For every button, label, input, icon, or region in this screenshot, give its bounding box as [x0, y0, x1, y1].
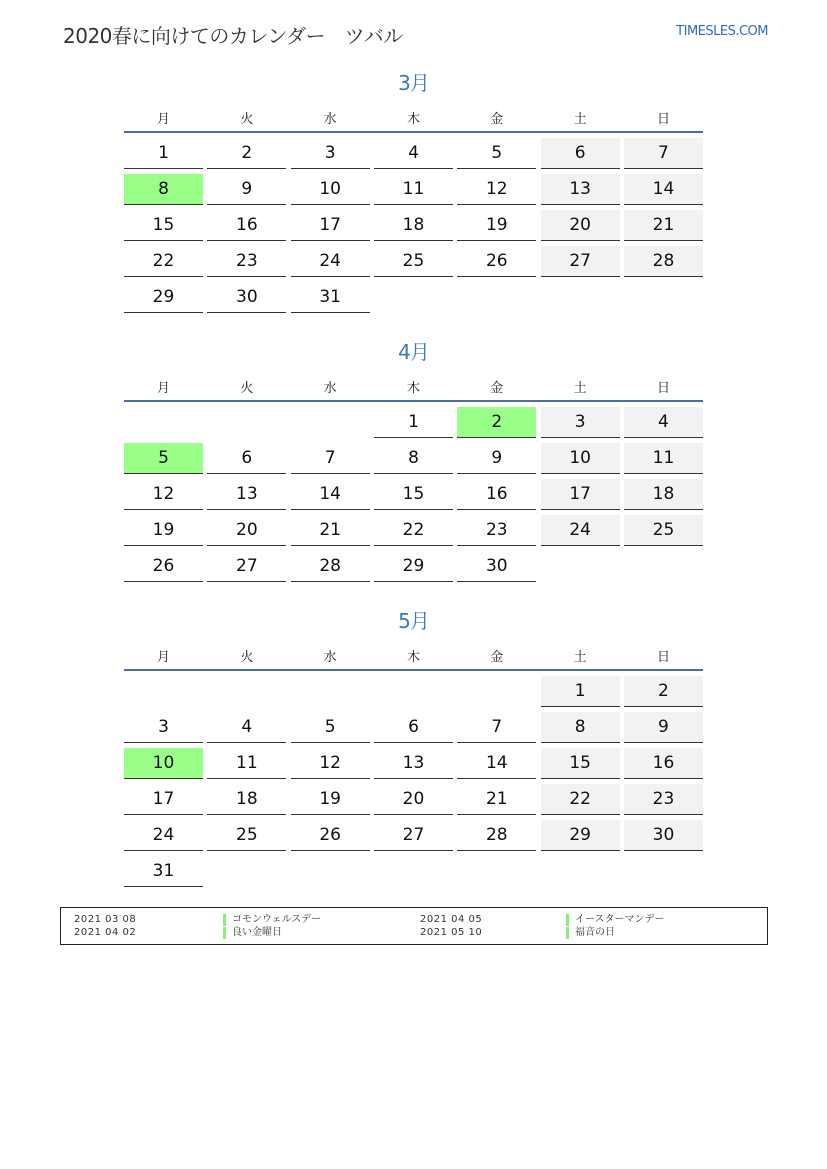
week-row [124, 210, 703, 246]
weekday-label: 土 [573, 649, 587, 665]
empty-day-cell [124, 407, 203, 438]
weekend-day-cell: 9 [624, 712, 703, 743]
weekend-day-cell: 7 [624, 138, 703, 169]
day-cell: 22 [374, 515, 453, 546]
day-cell: 23 [207, 246, 286, 277]
day-cell: 12 [457, 174, 536, 205]
week-row [124, 820, 703, 856]
weekend-day-cell: 23 [624, 784, 703, 815]
weekday-label: 金 [490, 649, 504, 665]
legend-holiday-name: イースターマンデー [566, 914, 665, 926]
day-cell: 24 [124, 820, 203, 851]
month-april [124, 337, 703, 587]
week-row [124, 856, 703, 892]
page-title: 2020春に向けてのカレンダー ツバル [63, 24, 403, 48]
calendar-grid [124, 676, 703, 892]
weekend-day-cell: 27 [541, 246, 620, 277]
empty-day-cell [457, 676, 536, 707]
day-cell: 18 [374, 210, 453, 241]
week-row [124, 676, 703, 712]
weekend-day-cell: 4 [624, 407, 703, 438]
empty-day-cell [457, 856, 536, 887]
day-cell: 23 [457, 515, 536, 546]
weekday-label: 月 [156, 111, 170, 127]
week-row [124, 479, 703, 515]
day-cell: 18 [207, 784, 286, 815]
empty-day-cell [291, 676, 370, 707]
weekend-day-cell: 28 [624, 246, 703, 277]
day-cell: 31 [291, 282, 370, 313]
weekend-day-cell: 24 [541, 515, 620, 546]
week-row [124, 443, 703, 479]
legend-date: 2021 04 05 [420, 914, 483, 925]
weekday-label: 木 [406, 649, 420, 665]
empty-day-cell [207, 676, 286, 707]
weekend-day-cell: 13 [541, 174, 620, 205]
day-cell: 7 [291, 443, 370, 474]
weekend-day-cell: 16 [624, 748, 703, 779]
empty-day-cell [541, 856, 620, 887]
week-row [124, 515, 703, 551]
empty-day-cell [207, 407, 286, 438]
week-row [124, 712, 703, 748]
day-cell: 19 [291, 784, 370, 815]
weekend-day-cell: 3 [541, 407, 620, 438]
legend-date: 2021 05 10 [420, 927, 483, 938]
day-cell: 11 [207, 748, 286, 779]
weekday-label: 水 [323, 380, 337, 396]
empty-day-cell [374, 856, 453, 887]
week-row [124, 282, 703, 318]
holiday-legend [60, 907, 768, 945]
weekend-day-cell: 17 [541, 479, 620, 510]
day-cell: 13 [374, 748, 453, 779]
empty-day-cell [291, 407, 370, 438]
day-cell: 13 [207, 479, 286, 510]
day-cell: 3 [124, 712, 203, 743]
calendar-grid [124, 407, 703, 587]
holiday-day-cell: 2 [457, 407, 536, 438]
day-cell: 5 [457, 138, 536, 169]
empty-day-cell [291, 856, 370, 887]
weekend-day-cell: 20 [541, 210, 620, 241]
weekday-label: 金 [490, 111, 504, 127]
empty-day-cell [374, 676, 453, 707]
weekend-day-cell: 22 [541, 784, 620, 815]
day-cell: 20 [207, 515, 286, 546]
day-cell: 6 [207, 443, 286, 474]
day-cell: 9 [207, 174, 286, 205]
legend-holiday-name: コモンウェルスデー [223, 914, 321, 926]
day-cell: 12 [124, 479, 203, 510]
weekday-label: 水 [323, 111, 337, 127]
day-cell: 6 [374, 712, 453, 743]
day-cell: 26 [291, 820, 370, 851]
weekday-label: 土 [573, 111, 587, 127]
weekend-day-cell: 15 [541, 748, 620, 779]
empty-day-cell [374, 282, 453, 313]
day-cell: 24 [291, 246, 370, 277]
day-cell: 19 [457, 210, 536, 241]
day-cell: 15 [374, 479, 453, 510]
weekday-header [124, 641, 703, 671]
empty-day-cell [541, 551, 620, 582]
day-cell: 15 [124, 210, 203, 241]
holiday-day-cell: 8 [124, 174, 203, 205]
day-cell: 4 [207, 712, 286, 743]
week-row [124, 748, 703, 784]
day-cell: 12 [291, 748, 370, 779]
day-cell: 14 [291, 479, 370, 510]
day-cell: 25 [374, 246, 453, 277]
weekday-label: 木 [406, 380, 420, 396]
day-cell: 28 [457, 820, 536, 851]
empty-day-cell [624, 551, 703, 582]
holiday-day-cell: 10 [124, 748, 203, 779]
day-cell: 16 [457, 479, 536, 510]
week-row [124, 407, 703, 443]
day-cell: 30 [207, 282, 286, 313]
day-cell: 19 [124, 515, 203, 546]
day-cell: 11 [374, 174, 453, 205]
week-row [124, 138, 703, 174]
weekday-label: 火 [240, 380, 254, 396]
week-row [124, 246, 703, 282]
week-row [124, 784, 703, 820]
weekend-day-cell: 18 [624, 479, 703, 510]
weekday-label: 月 [156, 649, 170, 665]
day-cell: 27 [374, 820, 453, 851]
calendar-grid [124, 138, 703, 318]
day-cell: 22 [124, 246, 203, 277]
weekend-day-cell: 10 [541, 443, 620, 474]
day-cell: 1 [124, 138, 203, 169]
day-cell: 21 [457, 784, 536, 815]
weekend-day-cell: 8 [541, 712, 620, 743]
day-cell: 17 [291, 210, 370, 241]
empty-day-cell [541, 282, 620, 313]
day-cell: 16 [207, 210, 286, 241]
holiday-day-cell: 5 [124, 443, 203, 474]
weekend-day-cell: 2 [624, 676, 703, 707]
weekend-day-cell: 6 [541, 138, 620, 169]
empty-day-cell [124, 676, 203, 707]
day-cell: 20 [374, 784, 453, 815]
weekday-header [124, 372, 703, 402]
day-cell: 27 [207, 551, 286, 582]
legend-holiday-name: 福音の日 [566, 927, 615, 939]
month-march [124, 68, 703, 318]
weekend-day-cell: 11 [624, 443, 703, 474]
day-cell: 31 [124, 856, 203, 887]
empty-day-cell [624, 856, 703, 887]
day-cell: 28 [291, 551, 370, 582]
month-may [124, 606, 703, 892]
weekday-label: 金 [490, 380, 504, 396]
day-cell: 2 [207, 138, 286, 169]
weekend-day-cell: 14 [624, 174, 703, 205]
day-cell: 29 [374, 551, 453, 582]
weekday-label: 火 [240, 649, 254, 665]
month-title: 4月 [398, 340, 429, 364]
day-cell: 5 [291, 712, 370, 743]
day-cell: 26 [124, 551, 203, 582]
weekend-day-cell: 1 [541, 676, 620, 707]
weekend-day-cell: 25 [624, 515, 703, 546]
month-title: 5月 [398, 609, 429, 633]
day-cell: 8 [374, 443, 453, 474]
weekend-day-cell: 30 [624, 820, 703, 851]
legend-date: 2021 03 08 [74, 914, 137, 925]
weekday-label: 日 [656, 649, 670, 665]
weekday-label: 日 [656, 111, 670, 127]
weekday-label: 木 [406, 111, 420, 127]
day-cell: 29 [124, 282, 203, 313]
weekend-day-cell: 21 [624, 210, 703, 241]
day-cell: 21 [291, 515, 370, 546]
day-cell: 1 [374, 407, 453, 438]
month-title: 3月 [398, 71, 429, 95]
day-cell: 14 [457, 748, 536, 779]
day-cell: 30 [457, 551, 536, 582]
weekend-day-cell: 29 [541, 820, 620, 851]
day-cell: 17 [124, 784, 203, 815]
day-cell: 9 [457, 443, 536, 474]
day-cell: 26 [457, 246, 536, 277]
legend-date: 2021 04 02 [74, 927, 137, 938]
day-cell: 10 [291, 174, 370, 205]
empty-day-cell [624, 282, 703, 313]
week-row [124, 174, 703, 210]
legend-holiday-name: 良い金曜日 [223, 927, 282, 939]
weekday-label: 水 [323, 649, 337, 665]
week-row [124, 551, 703, 587]
weekday-label: 土 [573, 380, 587, 396]
empty-day-cell [207, 856, 286, 887]
weekday-label: 月 [156, 380, 170, 396]
day-cell: 7 [457, 712, 536, 743]
weekday-label: 日 [656, 380, 670, 396]
site-link[interactable]: TIMESLES.COM [676, 24, 768, 39]
day-cell: 3 [291, 138, 370, 169]
day-cell: 25 [207, 820, 286, 851]
weekday-header [124, 103, 703, 133]
empty-day-cell [457, 282, 536, 313]
day-cell: 4 [374, 138, 453, 169]
weekday-label: 火 [240, 111, 254, 127]
